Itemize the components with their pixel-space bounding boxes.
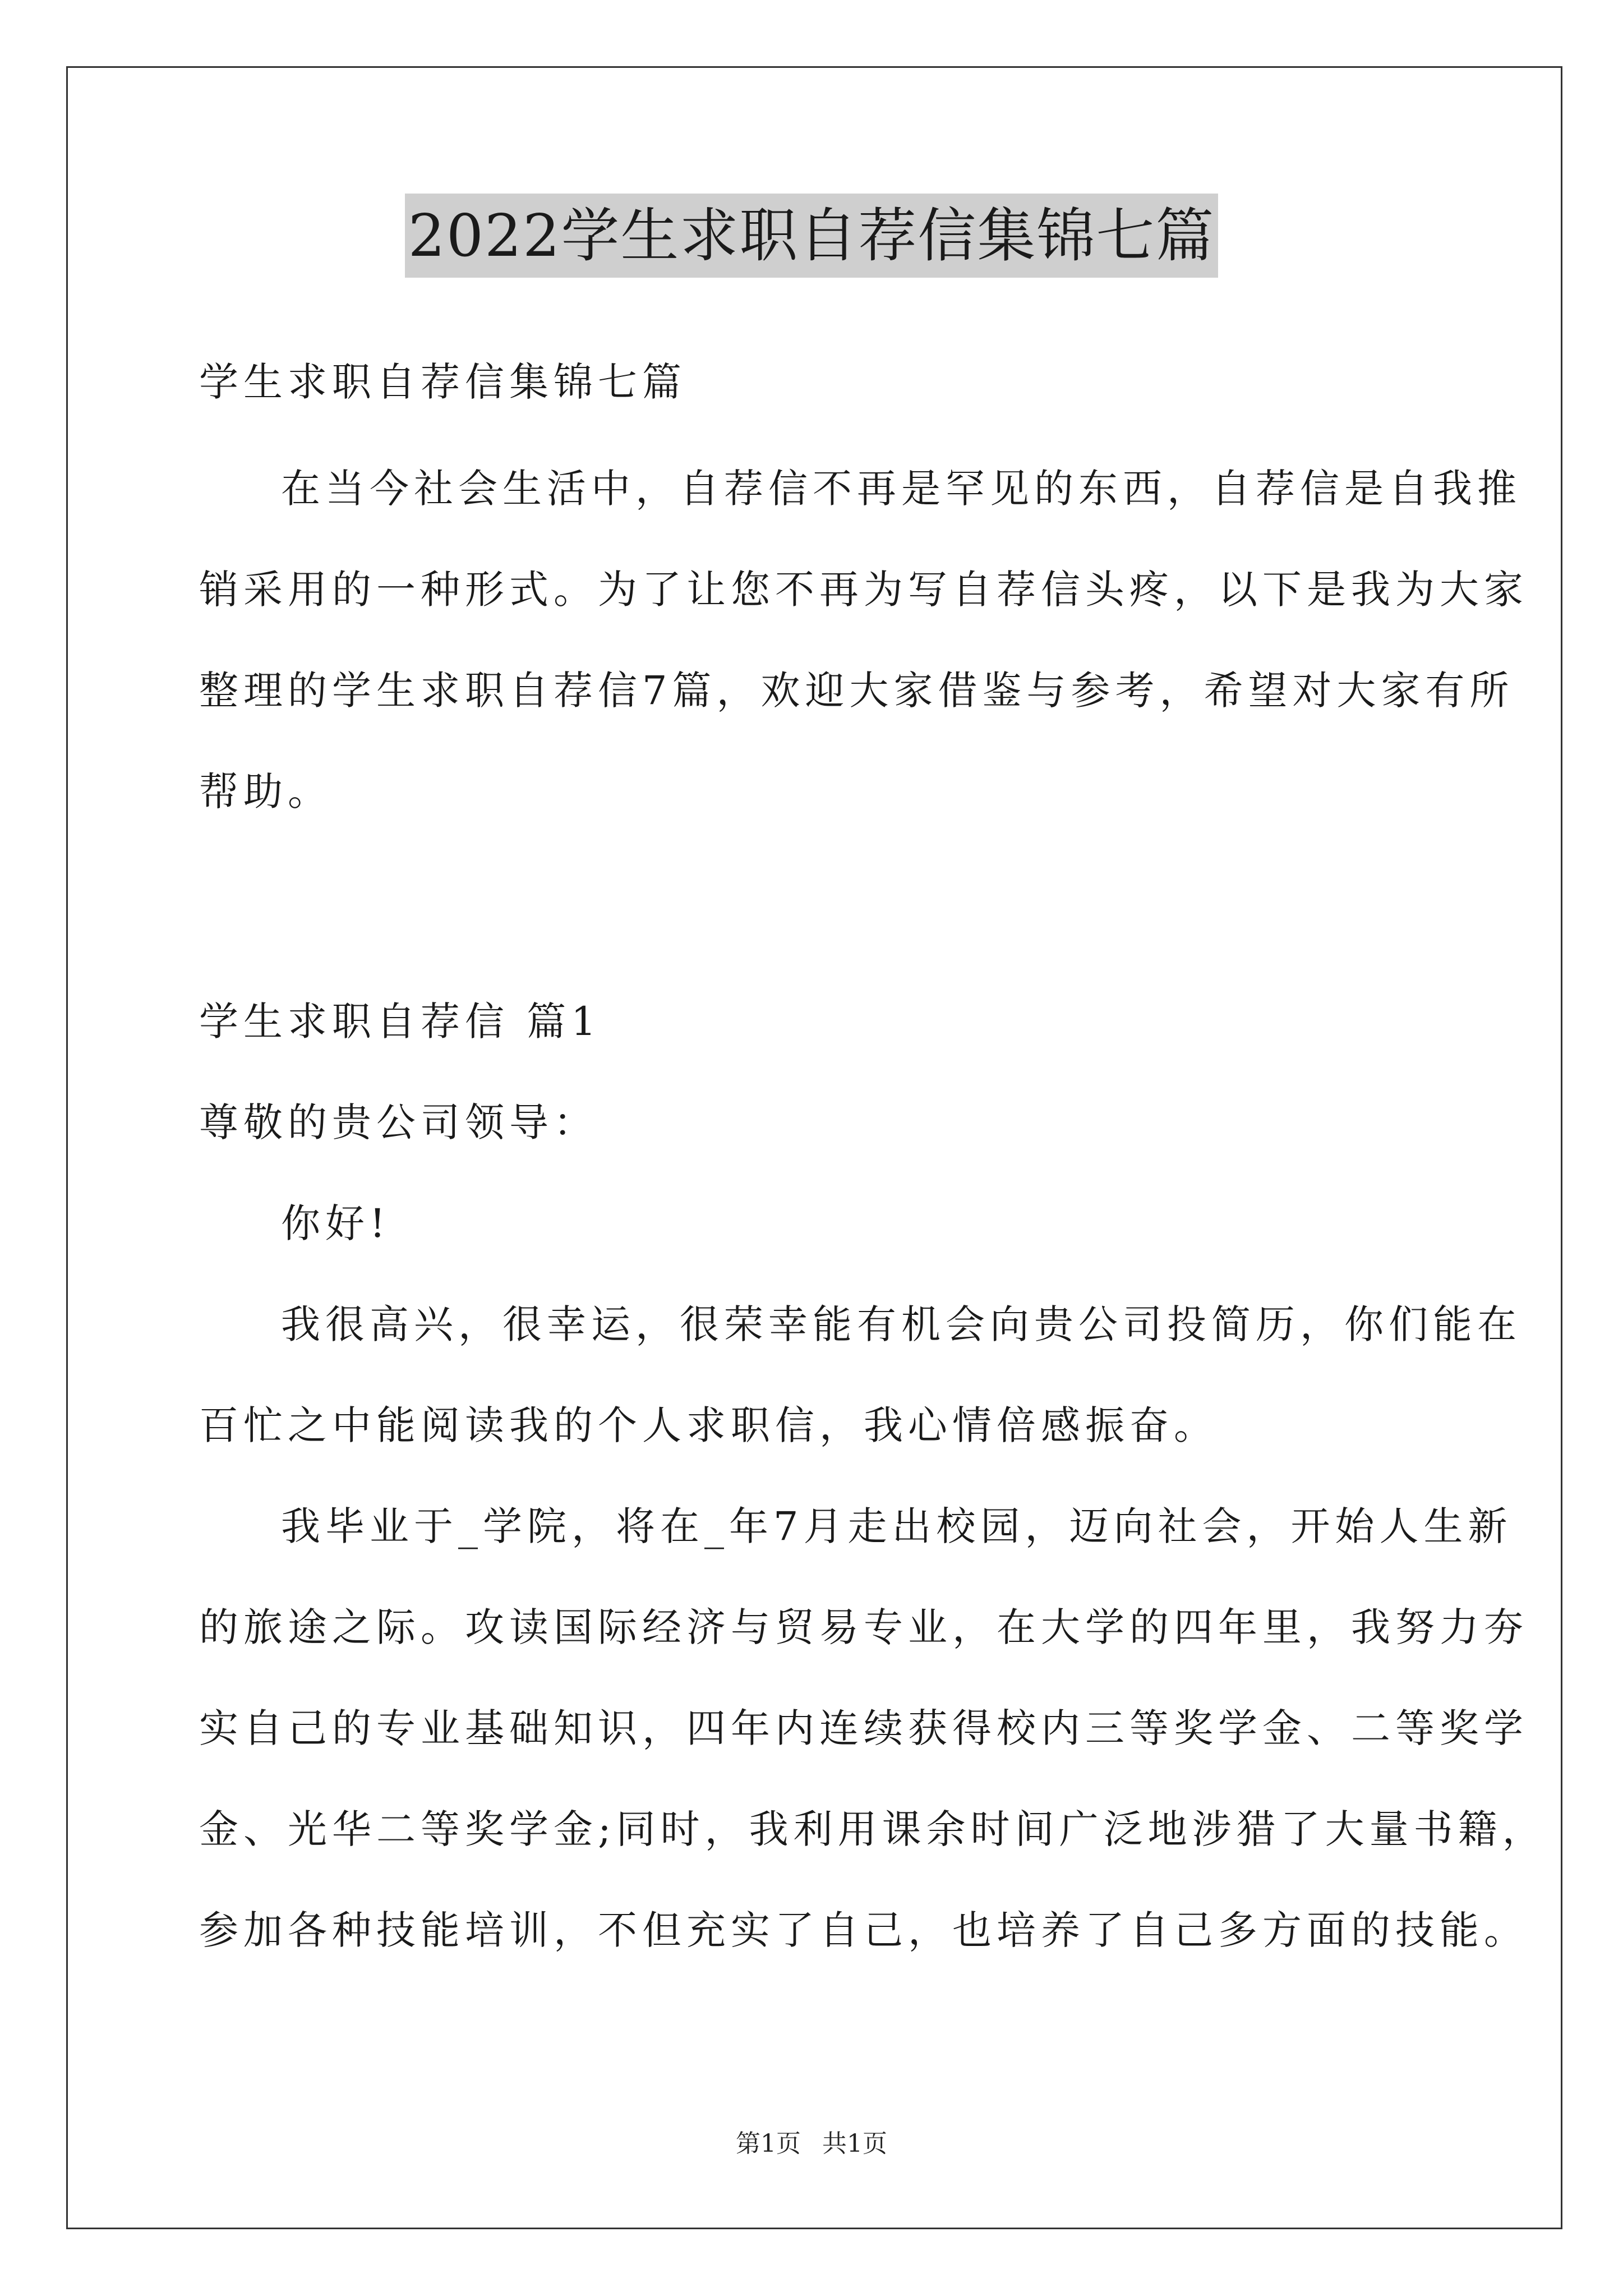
salutation-line: 尊敬的贵公司领导： <box>199 1099 598 1145</box>
paragraph-line: 在当今社会生活中，自荐信不再是罕见的东西，自荐信是自我推 <box>281 466 1521 512</box>
title-container <box>0 194 1623 278</box>
section-heading: 学生求职自荐信 篇1 <box>199 999 601 1045</box>
paragraph-line: 的旅途之际。攻读国际经济与贸易专业，在大学的四年里，我努力夯 <box>199 1604 1528 1650</box>
page-footer <box>0 2123 1623 2159</box>
paragraph-line: 我很高兴，很幸运，很荣幸能有机会向贵公司投简历，你们能在 <box>281 1301 1521 1347</box>
paragraph-line: 实自己的专业基础知识，四年内连续获得校内三等奖学金、二等奖学 <box>199 1705 1528 1751</box>
paragraph-line: 帮助。 <box>199 769 332 815</box>
greeting-line: 你好! <box>281 1200 391 1246</box>
paragraph-line: 整理的学生求职自荐信7篇，欢迎大家借鉴与参考，希望对大家有所 <box>199 668 1514 714</box>
page-number-current: 第1页 <box>736 2129 801 2158</box>
paragraph-line: 参加各种技能培训，不但充实了自己，也培养了自己多方面的技能。 <box>199 1907 1528 1953</box>
document-title: 2022学生求职自荐信集锦七篇 <box>405 194 1219 278</box>
subtitle-line: 学生求职自荐信集锦七篇 <box>199 359 686 405</box>
page-number-total: 共1页 <box>822 2129 887 2158</box>
paragraph-line: 金、光华二等奖学金;同时，我利用课余时间广泛地涉猎了大量书籍， <box>199 1806 1547 1852</box>
paragraph-line: 销采用的一种形式。为了让您不再为写自荐信头疼，以下是我为大家 <box>199 567 1528 613</box>
paragraph-line: 百忙之中能阅读我的个人求职信，我心情倍感振奋。 <box>199 1402 1218 1448</box>
paragraph-line: 我毕业于_学院，将在_年7月走出校园，迈向社会，开始人生新 <box>281 1503 1513 1549</box>
